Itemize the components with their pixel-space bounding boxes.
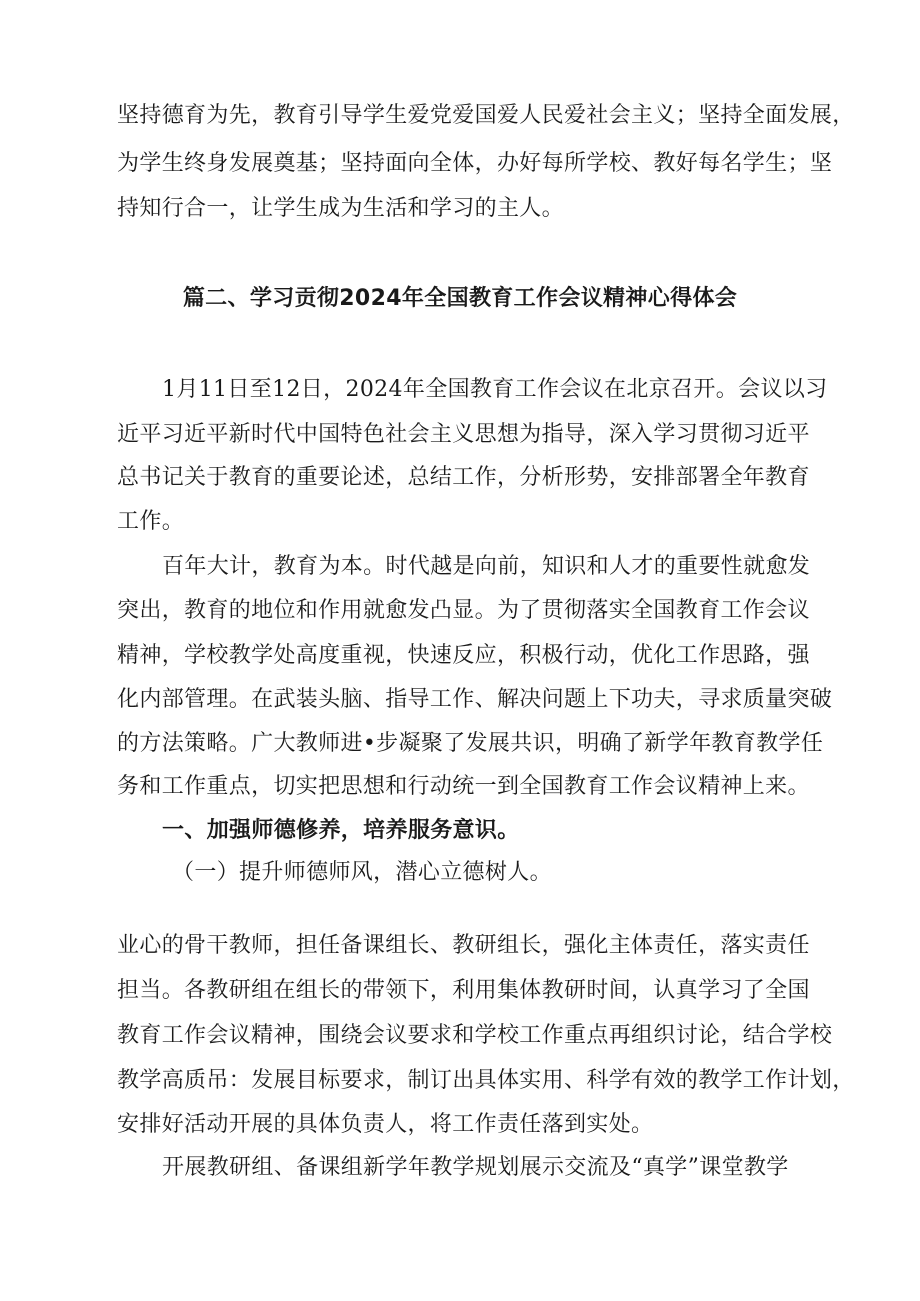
para1-line-1: 1月11日至12日，2024年全国教育工作会议在北京召开。会议以习 bbox=[162, 377, 828, 402]
para4-line-1: 开展教研组、备课组新学年教学规划展示交流及“真学”课堂教学 bbox=[162, 1155, 789, 1180]
para1-line-3: 总书记关于教育的重要论述，总结工作，分析形势，安排部署全年教育 bbox=[117, 465, 810, 490]
para1-line-4: 工作。 bbox=[117, 509, 185, 534]
para1-line-2: 近平习近平新时代中国特色社会主义思想为指导，深入学习贯彻习近平 bbox=[117, 422, 810, 447]
para3-line-2: 担当。各教研组在组长的带领下，利用集体教研时间，认真学习了全国 bbox=[117, 978, 810, 1003]
section-title: 篇二、学习贡彻2024年全国教育工作会议精神心得体会 bbox=[182, 286, 738, 311]
para3-line-4: 教学高质吊：发展目标要求，制订出具体实用、科学有效的教学工作计划， bbox=[117, 1068, 855, 1093]
top-paragraph-line-1: 坚持德育为先，教育引导学生爱党爱国爱人民爱社会主义；坚持全面发展， bbox=[117, 103, 855, 128]
para3-line-5: 安排好活动开展的具体负责人，将工作责任落到实处。 bbox=[117, 1112, 654, 1137]
heading-1: 一、加强师德修养，培养服务意识。 bbox=[162, 818, 520, 843]
para2-line-3: 精神，学校教学处高度重视，快速反应，积极行动，优化工作思路，强 bbox=[117, 643, 810, 668]
para2-line-2: 突出，教育的地位和作用就愈发凸显。为了贯彻落实全国教育工作会议 bbox=[117, 598, 810, 623]
subheading-1: （一）提升师德师风，潜心立德树人。 bbox=[172, 860, 552, 885]
top-paragraph-line-2: 为学生终身发展奠基；坚持面向全体，办好每所学校、教好每名学生；坚 bbox=[117, 151, 833, 176]
para2-line-4: 化内部管理。在武装头脑、指导工作、解决问题上下功夫，寻求质量突破 bbox=[117, 687, 833, 712]
para3-line-1: 业心的骨干教师，担任备课组长、教研组长，强化主体责任，落实责任 bbox=[117, 933, 810, 958]
top-paragraph-line-3: 持知行合一，让学生成为生活和学习的主人。 bbox=[117, 196, 565, 221]
para3-line-3: 教育工作会议精神，围绕会议要求和学校工作重点再组织讨论，结合学校 bbox=[117, 1023, 833, 1048]
para2-line-6: 务和工作重点，切实把思想和行动统一到全国教育工作会议精神上来。 bbox=[117, 774, 810, 799]
para2-line-5: 的方法策略。广大教师进•步凝聚了发展共识，明确了新学年教育教学任 bbox=[117, 731, 824, 756]
para2-line-1: 百年大计，教育为本。时代越是向前，知识和人才的重要性就愈发 bbox=[162, 554, 811, 579]
